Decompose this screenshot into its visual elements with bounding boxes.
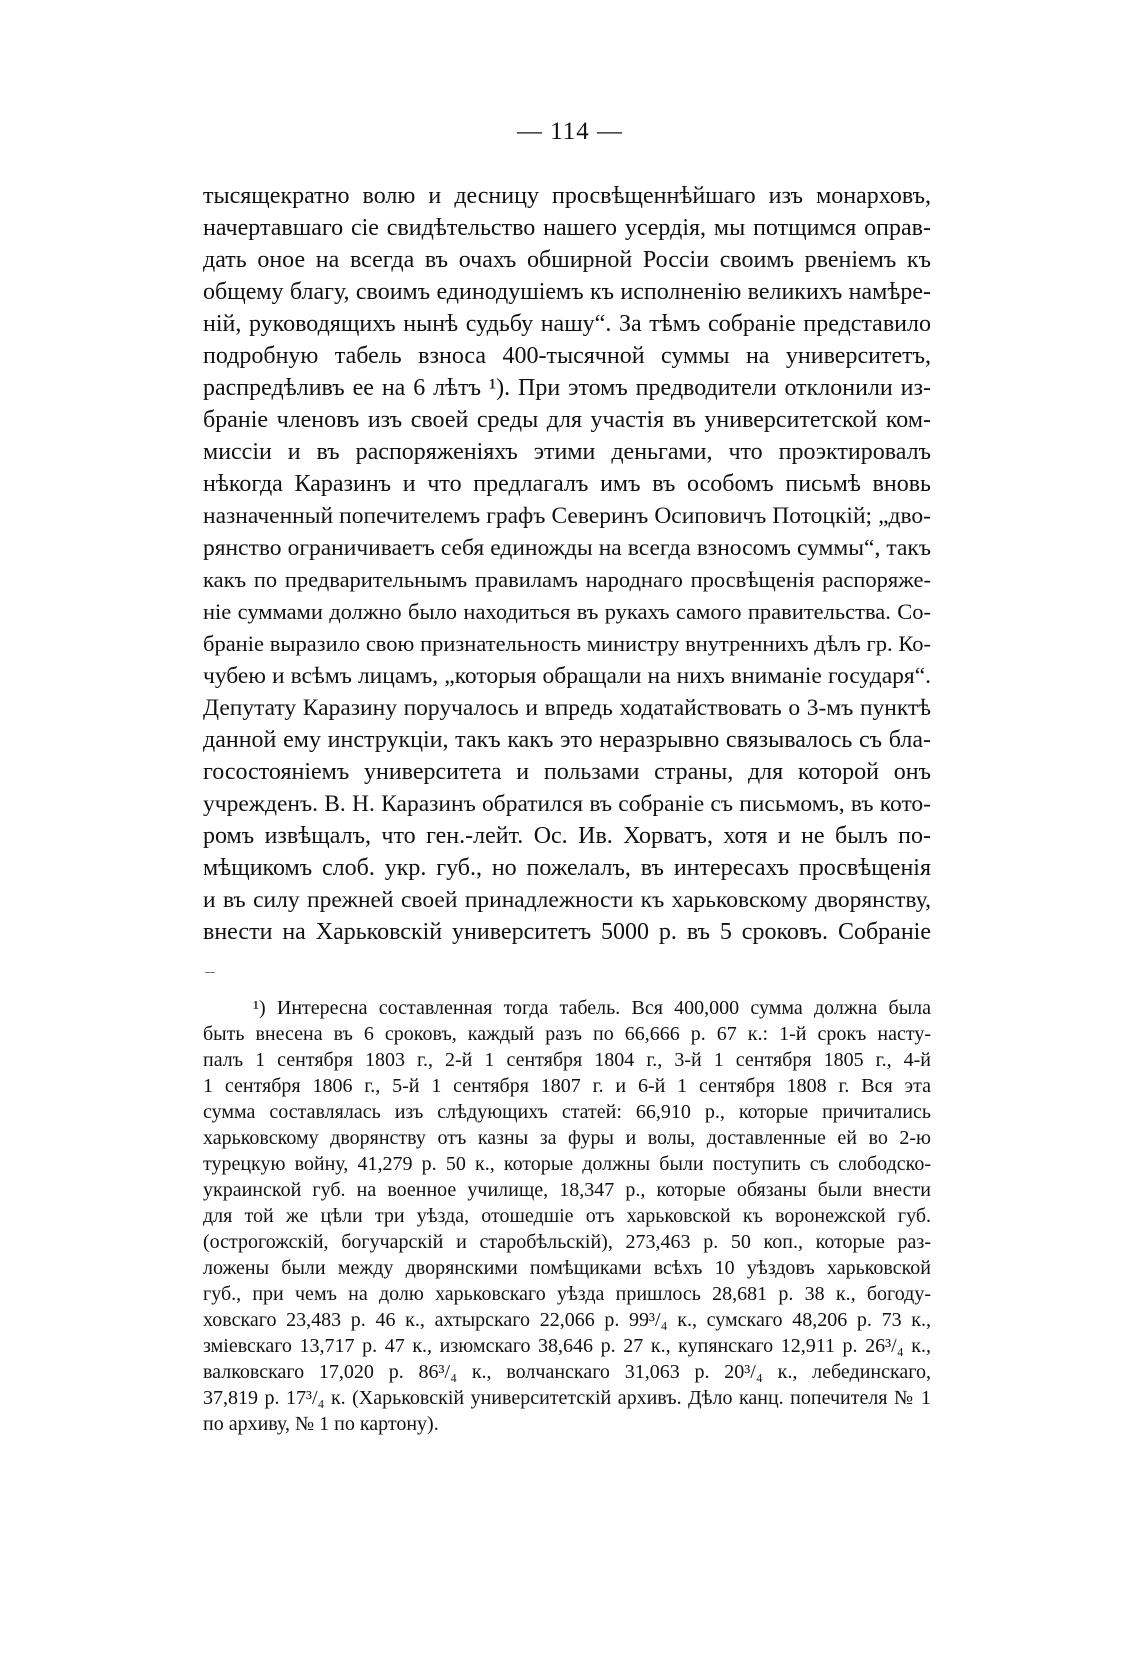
footnote-line: турецкую войну, 41,279 р. 50 к., которые должны были поступить съ слободско-: [203, 1153, 931, 1175]
text-line: ній, руководящихъ нынѣ судьбу нашу“. За тѣмъ собраніе представило: [203, 311, 931, 337]
footnote-line: украинской губ. на военное училище, 18,347 р., которые обязаны были внести: [203, 1179, 931, 1201]
text-line: нѣкогда Каразинъ и что предлагалъ имъ въ особомъ письмѣ вновь: [203, 471, 931, 497]
footnote-line: харьковскому дворянству отъ казны за фуры и волы, доставленные ей во 2-ю: [203, 1127, 931, 1149]
text-line: общему благу, своимъ единодушіемъ къ исполненію великихъ намѣре-: [203, 279, 931, 305]
footnote-line: валковскаго 17,020 р. 86³/₄ к., волчанскаго 31,063 р. 20³/₄ к., лебединскаго,: [203, 1361, 931, 1383]
text-line: ніе суммами должно было находиться въ рукахъ самого правительства. Со-: [203, 599, 931, 624]
footnote-line: 1 сентября 1806 г., 5-й 1 сентября 1807 г. и 6-й 1 сентября 1808 г. Вся эта: [203, 1075, 931, 1097]
text-line: чубею и всѣмъ лицамъ, „которыя обращали на нихъ вниманіе государя“.: [203, 663, 931, 689]
footnote-line: зміевскаго 13,717 р. 47 к., изюмскаго 38,646 р. 27 к., купянскаго 12,911 р. 26³/₄ к.,: [203, 1335, 931, 1357]
text-line: данной ему инструкціи, такъ какъ это неразрывно связывалось съ бла-: [203, 727, 931, 753]
text-line: внести на Харьковскій университетъ 5000 р. въ 5 сроковъ. Собраніе: [203, 919, 931, 945]
text-line: тысящекратно волю и десницу просвѣщеннѣйшаго изъ монарховъ,: [203, 183, 931, 209]
main-text: [203, 180, 931, 948]
text-line: назначенный попечителемъ графъ Северинъ Осиповичъ Потоцкій; „дво-: [203, 503, 931, 529]
text-line: распредѣливъ ее на 6 лѣтъ ¹). При этомъ предводители отклонили из-: [203, 375, 931, 401]
footnote-line: 37,819 р. 17³/₄ к. (Харьковскій университетскій архивъ. Дѣло канц. попечителя № 1: [203, 1387, 931, 1409]
footnote-separator: [205, 972, 215, 973]
text-line: учрежденъ. В. Н. Каразинъ обратился въ собраніе съ письмомъ, въ кото-: [203, 791, 931, 817]
footnote-line: для той же цѣли три уѣзда, отошедшіе отъ харьковской къ воронежской губ.: [203, 1205, 931, 1227]
text-line: Депутату Каразину поручалось и впредь ходатайствовать о 3-мъ пунктѣ: [203, 695, 931, 721]
footnote-line: губ., при чемъ на долю харьковскаго уѣзда пришлось 28,681 р. 38 к., богоду-: [203, 1283, 931, 1305]
text-line: начертавшаго сіе свидѣтельство нашего усердія, мы потщимся оправ-: [203, 215, 931, 241]
text-line: какъ по предварительнымъ правиламъ народнаго просвѣщенія распоряже-: [203, 567, 931, 592]
footnote: [203, 995, 931, 1437]
page-number: — 114 —: [516, 118, 624, 145]
footnote-line: ¹) Интересна составленная тогда табель. Вся 400,000 сумма должна была: [253, 997, 931, 1019]
text-line: дать оное на всегда въ очахъ обширной Россіи своимъ рвеніемъ къ: [203, 247, 931, 273]
text-line: миссіи и въ распоряженіяхъ этими деньгами, что проэктировалъ: [203, 439, 931, 465]
text-line: подробную табель взноса 400-тысячной суммы на университетъ,: [203, 343, 931, 369]
text-line: и въ силу прежней своей принадлежности къ харьковскому дворянству,: [203, 887, 931, 913]
text-line: рянство ограничиваетъ себя единожды на всегда взносомъ суммы“, такъ: [203, 535, 931, 561]
footnote-line: сумма составлялась изъ слѣдующихъ статей: 66,910 р., которые причитались: [203, 1101, 931, 1123]
text-line: браніе выразило свою признательность министру внутреннихъ дѣлъ гр. Ко-: [203, 631, 931, 656]
text-line: госостояніемъ университета и пользами страны, для которой онъ: [203, 759, 931, 785]
footnote-line: палъ 1 сентября 1803 г., 2-й 1 сентября 1804 г., 3-й 1 сентября 1805 г., 4-й: [203, 1049, 931, 1071]
footnote-line: по архиву, № 1 по картону).: [203, 1413, 439, 1435]
footnote-line: быть внесена въ 6 сроковъ, каждый разъ по 66,666 р. 67 к.: 1-й срокъ насту-: [203, 1023, 931, 1045]
footnote-line: ложены были между дворянскими помѣщиками всѣхъ 10 уѣздовъ харьковской: [203, 1257, 931, 1279]
text-line: браніе членовъ изъ своей среды для участія въ университетской ком-: [203, 407, 931, 433]
footnote-line: (острогожскій, богучарскій и старобѣльскій), 273,463 р. 50 коп., которые раз-: [203, 1231, 931, 1253]
text-line: мѣщикомъ слоб. укр. губ., но пожелалъ, въ интересахъ просвѣщенія: [203, 855, 931, 881]
text-line: ромъ извѣщалъ, что ген.-лейт. Ос. Ив. Хорватъ, хотя и не былъ по-: [203, 823, 931, 849]
footnote-line: ховскаго 23,483 р. 46 к., ахтырскаго 22,066 р. 99³/₄ к., сумскаго 48,206 р. 73 к.,: [203, 1309, 931, 1331]
